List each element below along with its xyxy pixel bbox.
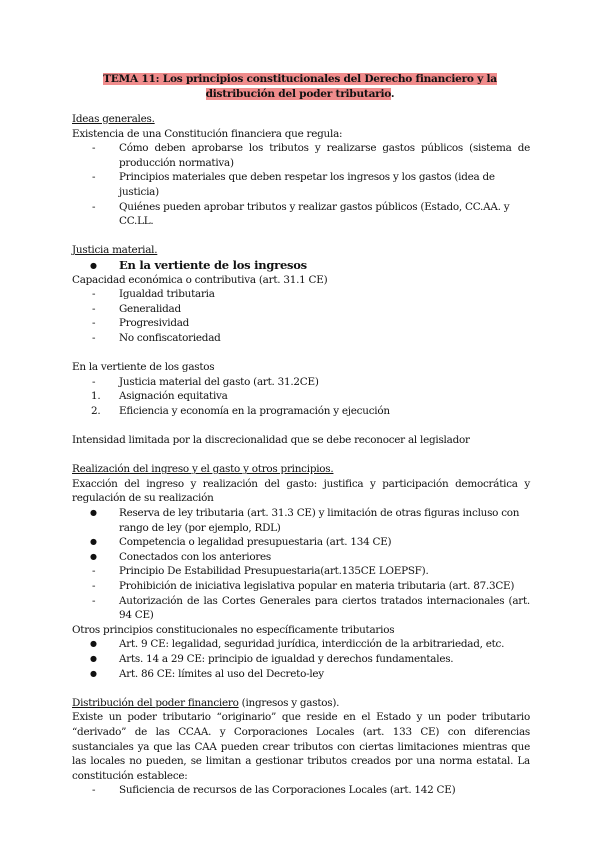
list-item: - Igualdad tributaria (72, 287, 530, 302)
list-item: - Prohibición de iniciativa legislativa popular en materia tributaria (art. 87.3CE) (72, 579, 530, 594)
bullet-item: ● Art. 86 CE: límites al uso del Decreto-ley (72, 667, 530, 682)
section-heading-realizacion: Realización del ingreso y el gasto y otros principios. (72, 463, 334, 476)
list-item: - Quiénes pueden aprobar tributos y realizar gastos públicos (Estado, CC.AA. y CC.LL. (72, 200, 530, 229)
realizacion-list (72, 506, 530, 623)
ideas-intro: Existencia de una Constitución financiera que regula: (72, 127, 343, 140)
gastos-heading: En la vertiente de los gastos (72, 361, 215, 374)
otros-list (72, 637, 530, 681)
ideas-list (72, 141, 530, 229)
title-line-2: distribución del poder tributario (205, 88, 391, 100)
list-item: - Suficiencia de recursos de las Corporaciones Locales (art. 142 CE) (72, 783, 530, 798)
list-item: - Cómo deben aprobarse los tributos y realizarse gastos públicos (sistema de producción normativa) (72, 141, 530, 170)
bullet-item: ● Competencia o legalidad presupuestaria (art. 134 CE) (72, 535, 530, 550)
list-item: - Justicia material del gasto (art. 31.2CE) (72, 375, 530, 390)
section-heading-ideas: Ideas generales. (72, 113, 155, 125)
section-heading-justicia: Justicia material. (72, 244, 158, 257)
document-body (72, 112, 530, 798)
otros-principios: Otros principios constitucionales no específicamente tributarios (72, 623, 395, 636)
bullet-item: ● Conectados con los anteriores (72, 550, 530, 565)
intensidad-text: Intensidad limitada por la discrecionalidad que se debe reconocer al legislador (72, 434, 470, 447)
subheading-ingresos: ● En la vertiente de los ingresos (72, 258, 530, 273)
realizacion-intro: Exacción del ingreso y realización del gasto: justifica y participación democrática y regulación de su realización (72, 477, 530, 505)
distribucion-list (72, 783, 530, 798)
list-item: - Principio De Estabilidad Presupuestaria(art.135CE LOEPSF). (72, 564, 530, 579)
numbered-item: 2. Eficiencia y economía en la programación y ejecución (91, 404, 390, 417)
numbered-item: 1. Asignación equitativa (91, 390, 228, 403)
ingresos-list (72, 287, 530, 345)
distribucion-paragraph: Existe un poder tributario “originario” que reside en el Estado y un poder tributario “derivado” de las CCAA. y Corporaciones Locales (art. 133 CE) con diferencias sustanciales ya que las CAA pueden crear tributos con ciertas limitaciones mientras que las locales no pueden, se limitan a gestionar tributos creados por una norma estatal. La constitución establece: (72, 711, 530, 782)
list-item: - Principios materiales que deben respetar los ingresos y los gastos (idea de justicia) (72, 170, 530, 199)
gastos-list (72, 375, 530, 419)
title-line-1: TEMA 11: Los principios constitucionales del Derecho financiero y la (103, 73, 497, 85)
list-item: - Autorización de las Cortes Generales para ciertos tratados internacionales (art. 94 CE) (72, 594, 530, 623)
bullet-item: ● Arts. 14 a 29 CE: principio de igualdad y derechos fundamentales. (72, 652, 530, 667)
list-item: - Generalidad (72, 302, 530, 317)
bullet-item: ● Art. 9 CE: legalidad, seguridad jurídica, interdicción de la arbitrariedad, etc. (72, 637, 530, 652)
list-item: - Progresividad (72, 316, 530, 331)
list-item: - No confiscatoriedad (72, 331, 530, 346)
page-title: TEMA 11: Los principios constitucionales del Derecho financiero y la distribución del poder tributario. (103, 73, 497, 100)
section-heading-distribucion: Distribución del poder financiero (ingresos y gastos). (72, 696, 340, 709)
bullet-item: ● Reserva de ley tributaria (art. 31.3 CE) y limitación de otras figuras incluso con rango de ley (por ejemplo, RDL) (72, 506, 530, 535)
capacidad-text: Capacidad económica o contributiva (art. 31.1 CE) (72, 273, 328, 286)
